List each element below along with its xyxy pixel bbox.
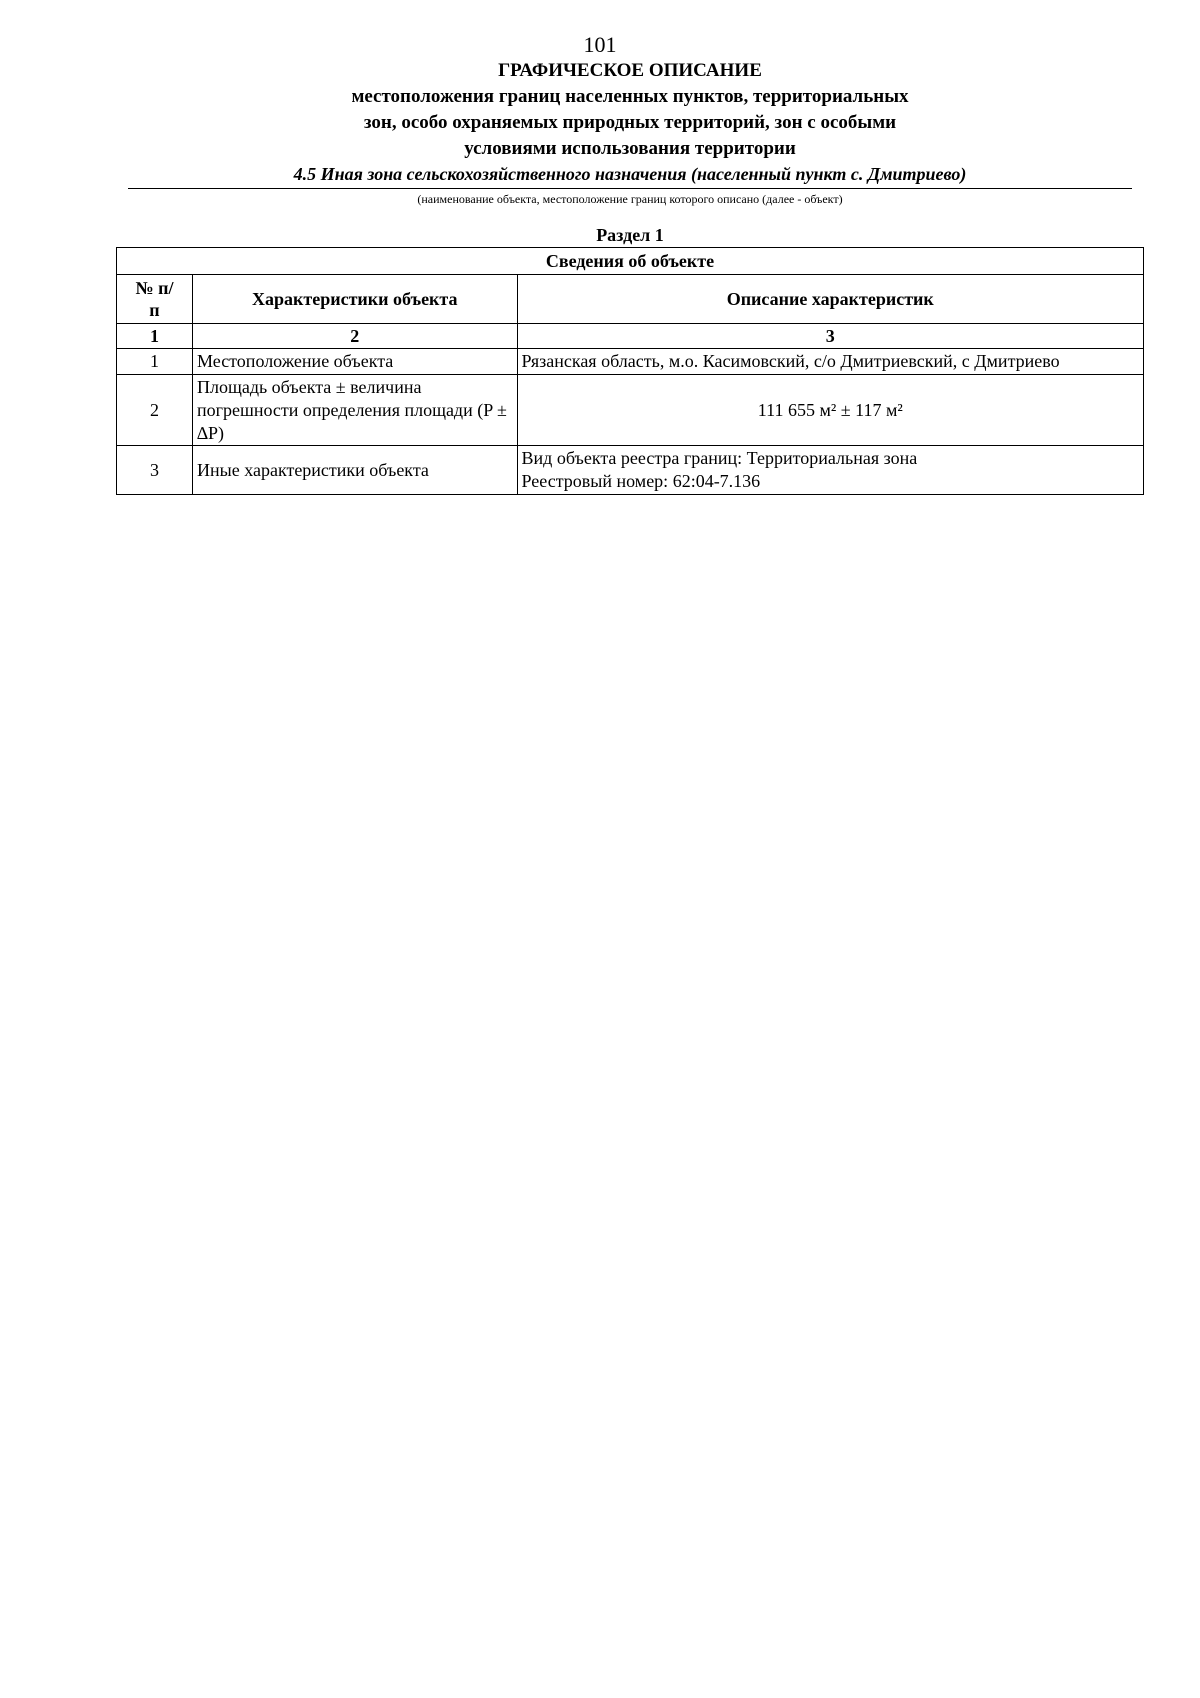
object-name-caption: (наименование объекта, местоположение границ которого описано (далее - объект) [417, 192, 843, 206]
row-characteristic: Площадь объекта ± величина погрешности определения площади (P ± ∆P) [192, 375, 517, 446]
document-header [200, 58, 1060, 162]
table-caption: Сведения об объекте [117, 248, 1144, 275]
table-row [117, 446, 1144, 495]
table-row [117, 349, 1144, 375]
section-title: Раздел 1 [596, 225, 664, 245]
column-header-characteristics: Характеристики объекта [192, 275, 517, 324]
column-number-3: 3 [517, 324, 1143, 349]
table-row [117, 375, 1144, 446]
row-number: 2 [117, 375, 193, 446]
row-number: 1 [117, 349, 193, 375]
page-number: 101 [583, 32, 617, 57]
column-number-1: 1 [117, 324, 193, 349]
column-numbers-row [117, 324, 1144, 349]
object-name: 4.5 Иная зона сельскохозяйственного назначения (населенный пункт с. Дмитриево) [293, 164, 967, 184]
document-title: ГРАФИЧЕСКОЕ ОПИСАНИЕ [498, 60, 762, 81]
table-caption-row [117, 248, 1144, 275]
document-subtitle-line-2: зон, особо охраняемых природных территорий, зон с особыми [363, 112, 897, 133]
row-characteristic: Иные характеристики объекта [192, 446, 517, 495]
row-description [517, 446, 1143, 495]
row-characteristic: Местоположение объекта [192, 349, 517, 375]
object-info-table [116, 247, 1144, 495]
row-description: 111 655 м² ± 117 м² [517, 375, 1143, 446]
document-subtitle-line-1: местоположения границ населенных пунктов, территориальных [351, 86, 909, 107]
column-header-num-label: № п/п [135, 278, 174, 320]
object-name-underline [128, 188, 1132, 189]
column-header-description: Описание характеристик [517, 275, 1143, 324]
table-header-row [117, 275, 1144, 324]
document-subtitle-line-3: условиями использования территории [464, 138, 796, 159]
row-description-line-2: Реестровый номер: 62:04-7.136 [521, 471, 761, 491]
row-number: 3 [117, 446, 193, 495]
column-number-2: 2 [192, 324, 517, 349]
column-header-num [117, 275, 193, 324]
row-description: Рязанская область, м.о. Касимовский, с/о Дмитриевский, с Дмитриево [517, 349, 1143, 375]
row-description-line-1: Вид объекта реестра границ: Территориальная зона [521, 448, 918, 468]
